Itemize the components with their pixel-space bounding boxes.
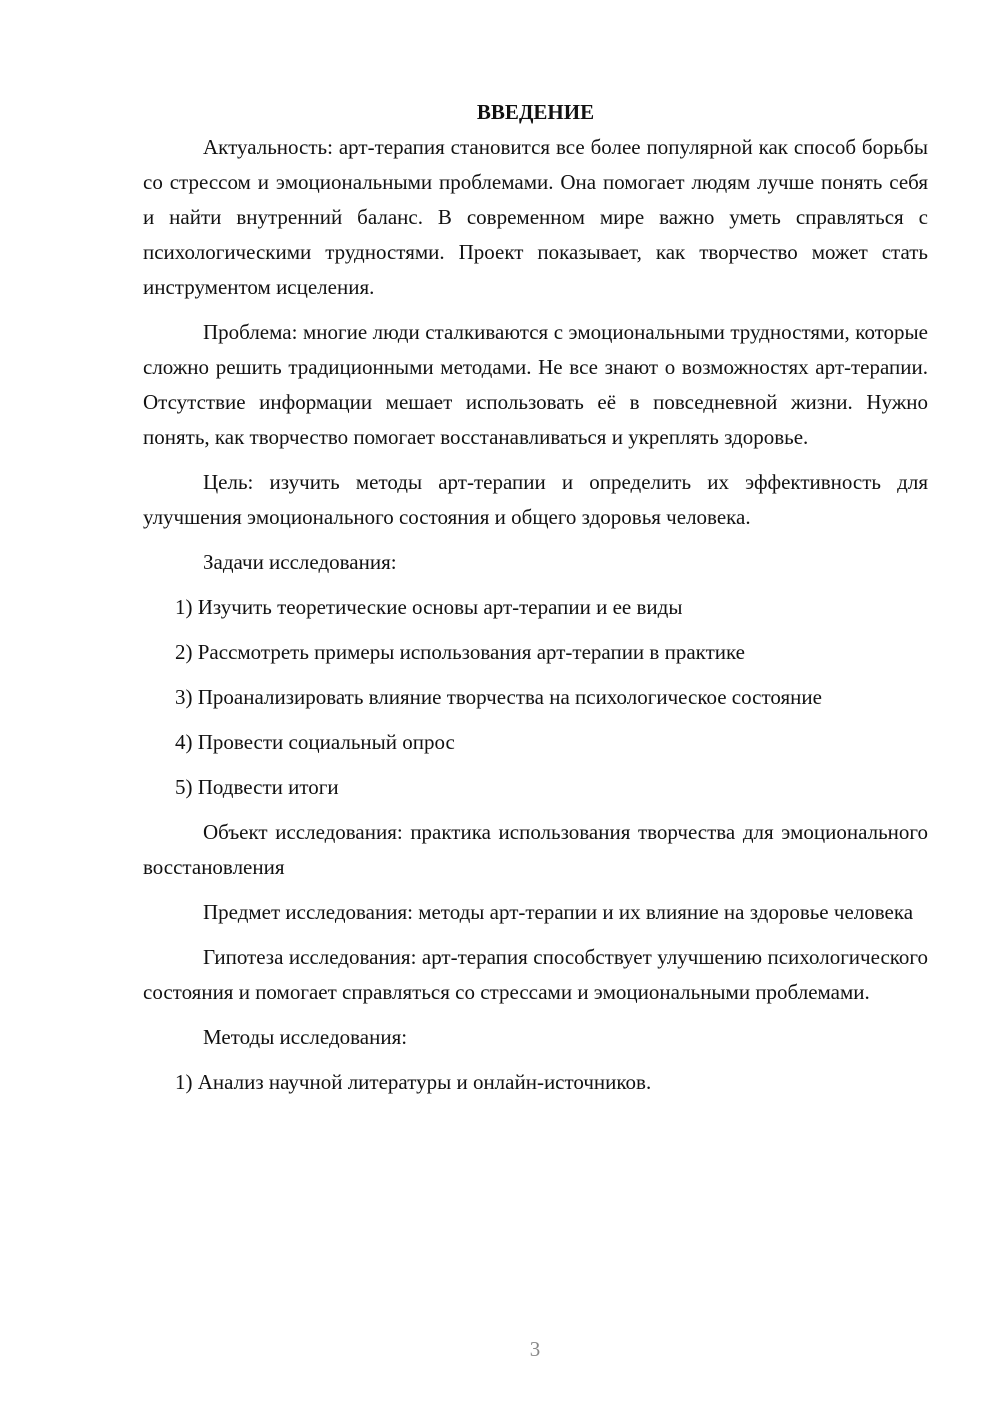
object-paragraph: Объект исследования: практика использования творчества для эмоционального восстановления [143, 820, 928, 879]
section-title: ВВЕДЕНИЕ [476, 100, 595, 124]
subject-paragraph: Предмет исследования: методы арт-терапии и их влияние на здоровье человека [203, 900, 914, 924]
hypothesis-paragraph: Гипотеза исследования: арт-терапия способствует улучшению психологического состояния и помогает справляться со стрессами и эмоциональными проблемами. [143, 945, 928, 1004]
task-item: 5) Подвести итоги [175, 775, 339, 799]
task-item: 3) Проанализировать влияние творчества на психологическое состояние [175, 685, 822, 709]
goal-paragraph: Цель: изучить методы арт-терапии и определить их эффективность для улучшения эмоционального состояния и общего здоровья человека. [143, 470, 928, 529]
page-number: 3 [529, 1337, 541, 1361]
method-item: 1) Анализ научной литературы и онлайн-источников. [175, 1070, 652, 1094]
task-item: 1) Изучить теоретические основы арт-терапии и ее виды [175, 595, 683, 619]
tasks-heading: Задачи исследования: [203, 550, 397, 574]
methods-heading: Методы исследования: [203, 1025, 408, 1049]
task-item: 2) Рассмотреть примеры использования арт-терапии в практике [175, 640, 745, 664]
task-item: 4) Провести социальный опрос [175, 730, 455, 754]
problem-paragraph: Проблема: многие люди сталкиваются с эмоциональными трудностями, которые сложно решить традиционными методами. Не все знают о возможностях арт-терапии. Отсутствие информации мешает использовать её в повседневной жизни. Нужно понять, как творчество помогает восстанавливаться и укреплять здоровье. [143, 320, 928, 449]
relevance-paragraph: Актуальность: арт-терапия становится все более популярной как способ борьбы со стрессом и эмоциональными проблемами. Она помогает людям лучше понять себя и найти внутренний баланс. В современном мире важно уметь справляться с психологическими трудностями. Проект показывает, как творчество может стать инструментом исцеления. [143, 135, 928, 299]
